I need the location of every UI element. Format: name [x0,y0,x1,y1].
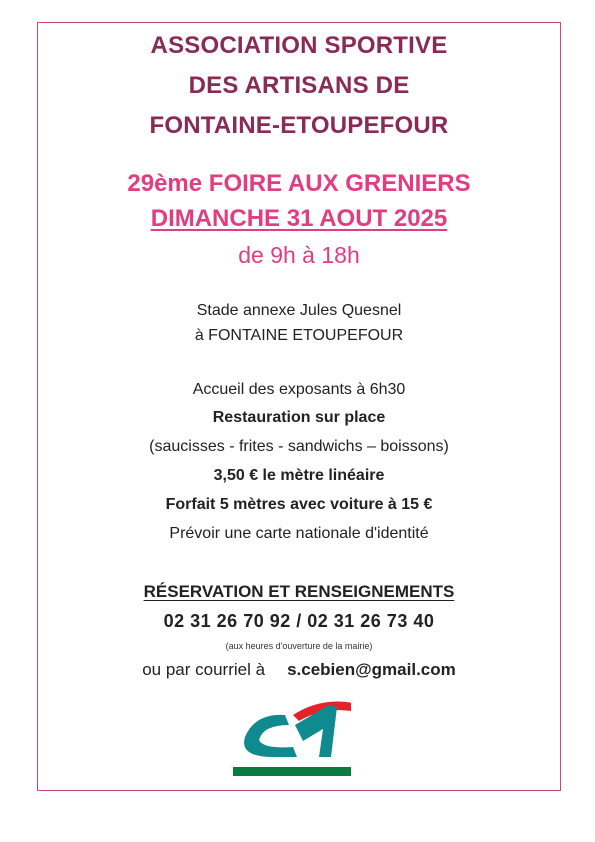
email-address[interactable]: s.cebien@gmail.com [287,660,456,679]
price-per-meter: 3,50 € le mètre linéaire [213,467,385,484]
org-title-line-3: FONTAINE-ETOUPEFOUR [149,112,449,139]
venue-town: à FONTAINE ETOUPEFOUR [194,327,404,344]
email-contact [37,660,561,680]
venue-name: Stade annexe Jules Quesnel [196,302,402,319]
credit-agricole-logo [233,685,351,780]
event-hours: de 9h à 18h [238,242,360,268]
exhibitor-welcome: Accueil des exposants à 6h30 [192,381,406,398]
reservation-title: RÉSERVATION ET RENSEIGNEMENTS [143,582,455,601]
org-title-line-1: ASSOCIATION SPORTIVE [150,32,448,59]
event-date: DIMANCHE 31 AOUT 2025 [150,205,448,232]
event-title: 29ème FOIRE AUX GRENIERS [127,170,471,197]
credit-agricole-logo-icon [233,685,351,780]
car-package-price: Forfait 5 mètres avec voiture à 15 € [165,496,433,513]
catering-info: Restauration sur place [212,409,386,426]
catering-menu: (saucisses - frites - sandwichs – boissons) [149,438,449,455]
id-card-note: Prévoir une carte nationale d'identité [169,525,429,542]
email-prefix: ou par courriel à [142,660,266,679]
org-title-line-2: DES ARTISANS DE [188,72,410,99]
phone-hours-note: (aux heures d'ouverture de la mairie) [225,641,373,651]
phone-numbers: 02 31 26 70 92 / 02 31 26 73 40 [163,611,435,631]
